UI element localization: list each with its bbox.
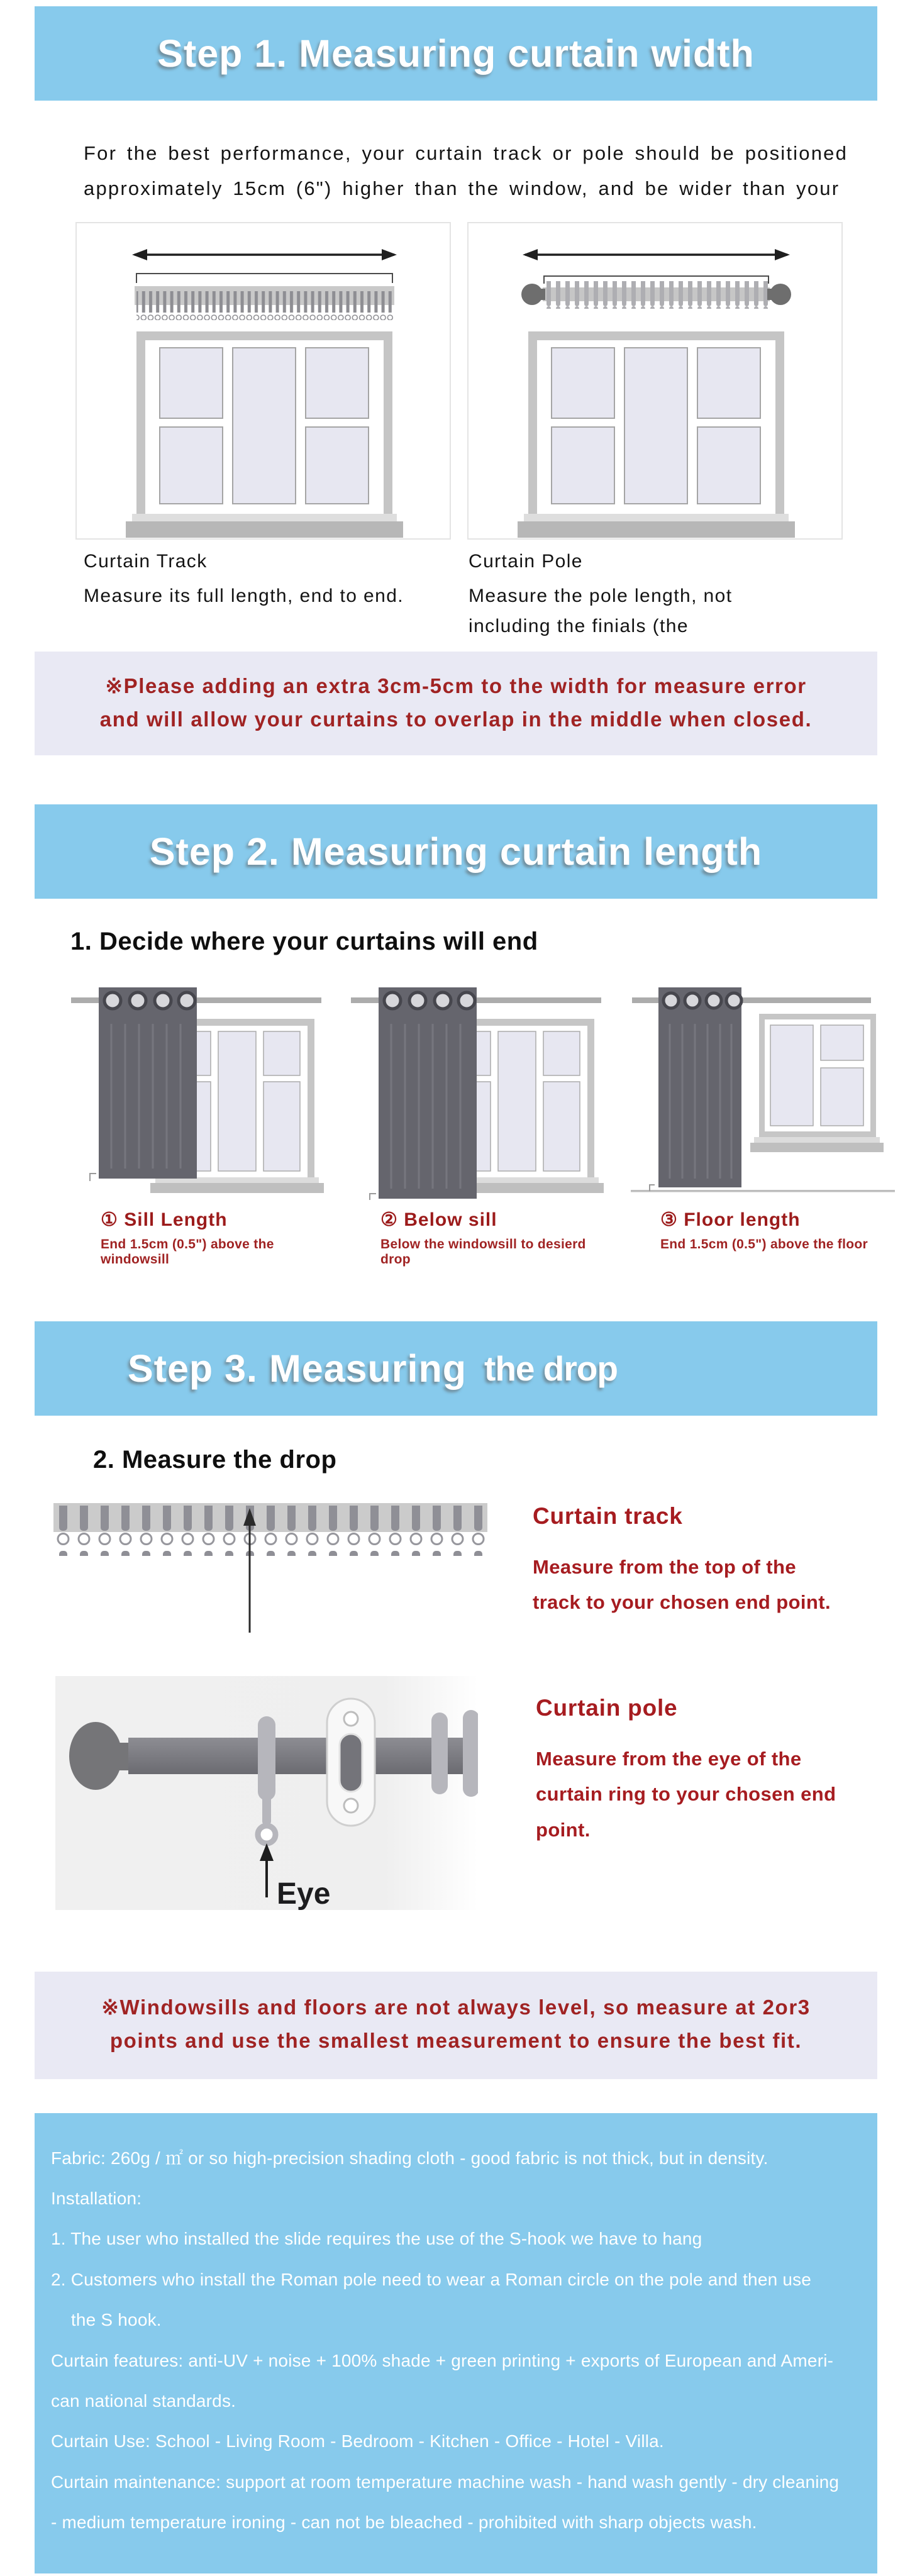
track-hooks [55, 1506, 486, 1556]
window-graphic [518, 331, 795, 538]
eye-label: Eye [277, 1877, 331, 1910]
sill-length-graphic [66, 979, 336, 1200]
step1-intro-line2: approximately 15cm (6") higher than the window, and be wider than your [84, 177, 840, 200]
info-maintenance-b: - medium temperature ironing - can not be bleached - prohibited with sharp objects wash. [51, 2512, 757, 2533]
track-measure-graphic [53, 1501, 487, 1636]
option-below-sill [346, 979, 616, 1267]
option-desc: End 1.5cm (0.5") above the windowsill [101, 1236, 274, 1267]
info-install-2b: the S hook. [51, 2310, 162, 2330]
step2-banner-title: Step 2. Measuring curtain length [149, 830, 763, 873]
level-note-line1: ※Windowsills and floors are not always level, so measure at 2or3 [101, 1995, 811, 2019]
window-graphic [126, 331, 403, 538]
width-arrow-icon [132, 249, 397, 260]
info-install-2: 2. Customers who install the Roman pole need to wear a Roman circle on the pole and then use [51, 2269, 812, 2289]
option-label: ③ Floor length [660, 1209, 801, 1230]
track-measure-section [53, 1501, 910, 1636]
curtain-pole-window-graphic [469, 223, 841, 538]
info-maintenance: Curtain maintenance: support at room temperature machine wash - hand wash gently - dry cleaning [51, 2472, 840, 2492]
step1-intro-paragraph [84, 136, 910, 207]
curtain-track-window-figure [75, 222, 451, 540]
curtain-track-window-graphic [77, 223, 450, 538]
step1-intro-line1: For the best performance, your curtain track or pole should be positioned [84, 142, 848, 164]
step3-banner [35, 1321, 877, 1416]
pole-title: Curtain pole [536, 1694, 678, 1721]
track-title: Curtain track [533, 1502, 683, 1529]
info-install-1: 1. The user who installed the slide requires the use of the S-hook we have to hang [51, 2229, 702, 2249]
info-installation: Installation: [51, 2189, 142, 2209]
pole-measure-text [536, 1695, 836, 1910]
product-info-block [35, 2113, 877, 2573]
level-note-line2: points and use the smallest measurement to ensure the best fit. [109, 2029, 802, 2053]
width-note-line2: and will allow your curtains to overlap in the middle when closed. [99, 708, 813, 731]
track-measure-text [533, 1503, 831, 1636]
pole-caption-body: Measure the pole length, not including the finials (the [469, 585, 733, 636]
level-note [35, 1972, 877, 2079]
info-features: Curtain features: anti-UV + noise + 100% shade + green printing + exports of European and Ameri- [51, 2350, 834, 2370]
option-floor-length [626, 979, 896, 1267]
step3-banner-subtitle: the drop [484, 1348, 618, 1388]
window-graphic [750, 1014, 884, 1152]
width-arrow-icon [523, 249, 790, 260]
option-label: ① Sill Length [101, 1209, 228, 1230]
step2-heading: 1. Decide where your curtains will end [70, 927, 538, 955]
length-tick [370, 1194, 376, 1200]
measure-bracket [136, 274, 392, 283]
pole-rings [545, 281, 768, 309]
info-use: Curtain Use: School - Living Room - Bedroom - Kitchen - Office - Hotel - Villa. [51, 2431, 664, 2451]
option-label: ② Below sill [380, 1209, 497, 1230]
curtain-length-options [66, 979, 910, 1267]
curtain-graphic [90, 987, 197, 1181]
step3-heading: 2. Measure the drop [93, 1445, 337, 1474]
track-instructions: Measure from the top of the track to your chosen end point. [533, 1555, 831, 1614]
curtain-graphic [650, 987, 741, 1191]
step3-banner-title: Step 3. Measuring [128, 1346, 467, 1390]
pole-caption [469, 551, 853, 641]
pole-finial [69, 1722, 131, 1790]
step1-captions [84, 551, 910, 641]
option-desc: End 1.5cm (0.5") above the floor [660, 1236, 868, 1252]
pole-instructions: Measure from the eye of the curtain ring to your chosen end point. [536, 1747, 836, 1841]
width-note-line1: ※Please adding an extra 3cm-5cm to the width for measure error [105, 674, 807, 697]
step2-banner [35, 804, 877, 899]
wall-bracket [327, 1699, 375, 1826]
below-sill-graphic [346, 979, 616, 1200]
track-caption [84, 551, 469, 641]
curtain-graphic [370, 987, 477, 1200]
option-sill-length [66, 979, 336, 1267]
floor-line [631, 1190, 895, 1192]
length-tick [90, 1174, 96, 1181]
pole-bar [128, 1738, 478, 1774]
step1-banner-title: Step 1. Measuring curtain width [157, 32, 755, 75]
pole-measure-section [55, 1676, 910, 1910]
step1-banner [35, 6, 877, 101]
pole-measure-figure [55, 1676, 478, 1910]
track-hooks [136, 287, 393, 320]
option-desc: Below the windowsill to desierd drop [380, 1236, 586, 1267]
pole-caption-title: Curtain Pole [469, 550, 583, 572]
track-caption-title: Curtain Track [84, 550, 208, 572]
step1-illustrations [75, 222, 910, 540]
width-note [35, 652, 877, 755]
info-features-b: can national standards. [51, 2390, 236, 2411]
info-fabric: Fabric: 260g / ㎡ or so high-precision shading cloth - good fabric is not thick, but in density. [51, 2148, 769, 2168]
floor-length-graphic [626, 979, 896, 1200]
up-arrow-icon [260, 1843, 274, 1897]
pole-measure-graphic [55, 1676, 478, 1910]
track-caption-body: Measure its full length, end to end. [84, 585, 404, 606]
curtain-pole-window-figure [467, 222, 843, 540]
eye-ring [258, 1826, 275, 1843]
